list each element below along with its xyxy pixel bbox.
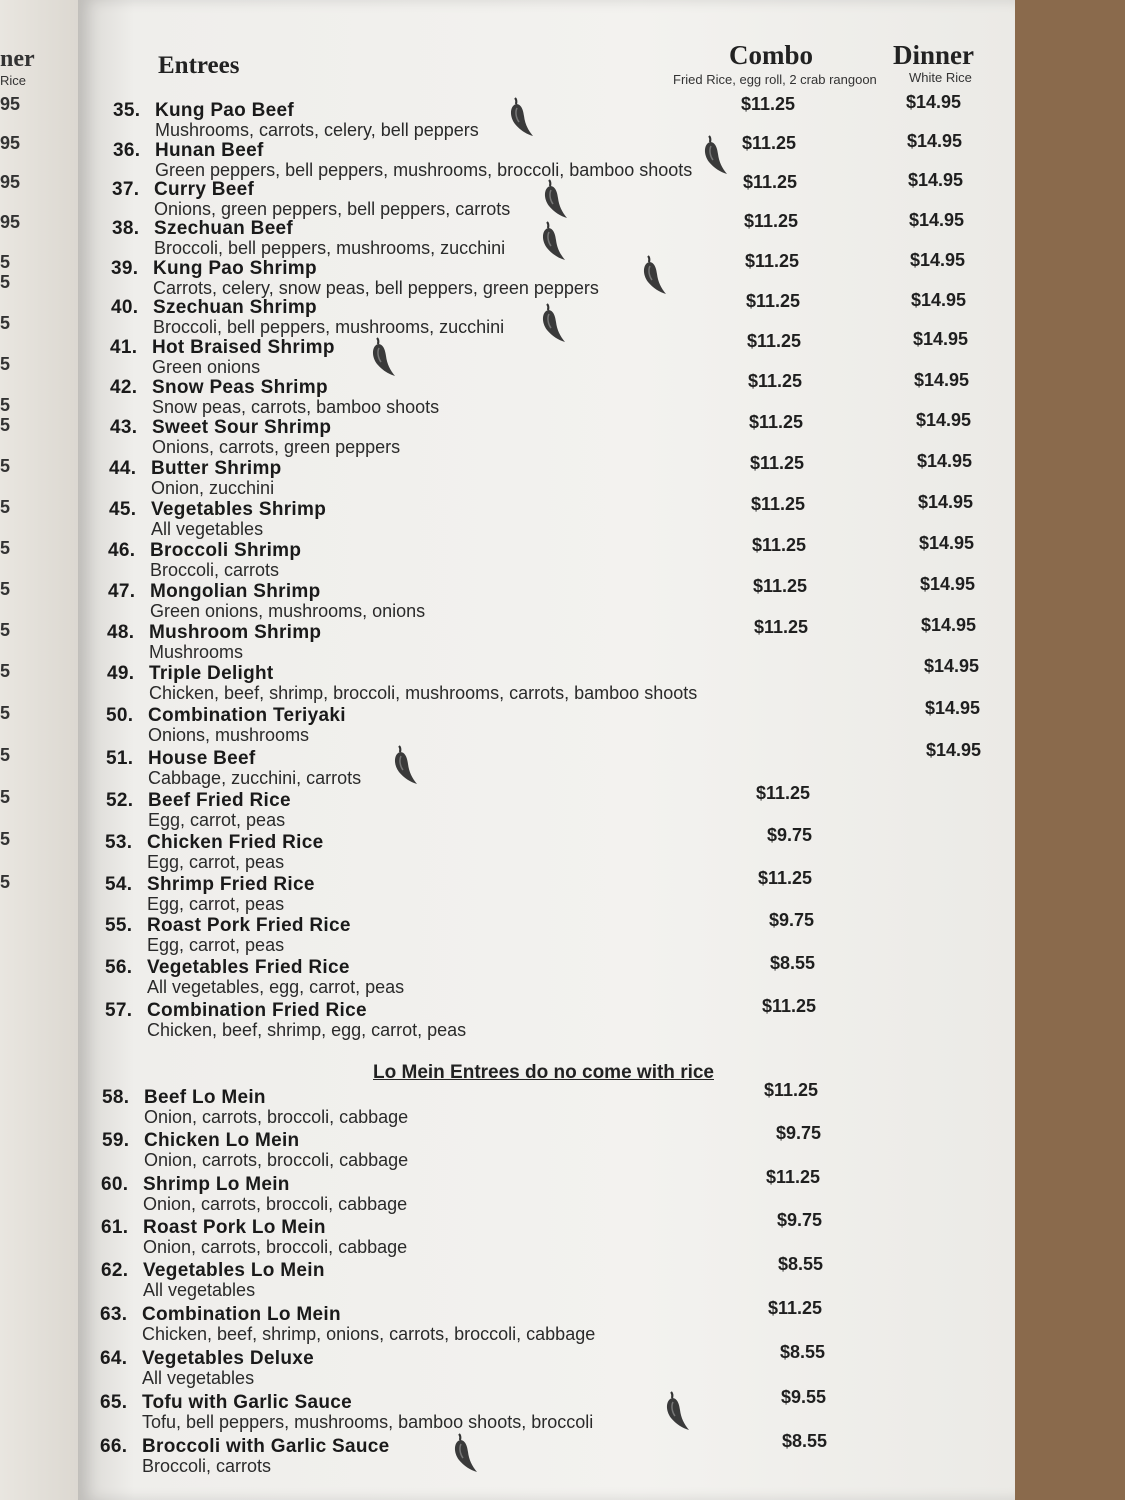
chili-pepper-icon (662, 1390, 692, 1432)
item-name: Curry Beef (154, 179, 255, 200)
menu-item-title (101, 1174, 290, 1196)
menu-item-title (101, 1260, 325, 1282)
menu-item-title (105, 1000, 367, 1022)
item-description: Onions, mushrooms (148, 725, 310, 745)
left-page-price-fragment: 5 (0, 456, 11, 476)
item-number: 60. (101, 1174, 129, 1195)
item-number: 49. (107, 663, 135, 684)
combo-price: $11.25 (742, 133, 797, 153)
menu-item-title (111, 258, 317, 280)
dinner-price: $14.95 (917, 451, 973, 471)
item-number: 63. (100, 1304, 128, 1325)
dinner-price: $14.95 (914, 370, 970, 390)
item-number: 42. (110, 377, 138, 398)
menu-item-title (108, 540, 301, 562)
item-description: Onion, carrots, broccoli, cabbage (144, 1107, 409, 1127)
item-number: 51. (106, 748, 134, 769)
left-page-price-fragment: 5 (0, 497, 11, 517)
combo-price: $11.25 (764, 1080, 819, 1100)
menu-item-title (100, 1392, 352, 1414)
item-number: 56. (105, 957, 133, 978)
item-number: 35. (113, 100, 141, 121)
item-description: Broccoli, carrots (150, 560, 280, 580)
left-page-price-fragment: 5 (0, 829, 11, 849)
combo-price: $9.75 (777, 1210, 823, 1230)
item-name: Vegetables Shrimp (151, 499, 327, 520)
chili-pepper-icon (540, 178, 570, 220)
item-description: Egg, carrot, peas (148, 810, 286, 830)
item-name: Broccoli with Garlic Sauce (142, 1436, 390, 1457)
item-number: 65. (100, 1392, 128, 1413)
item-number: 45. (109, 499, 137, 520)
item-description: Carrots, celery, snow peas, bell peppers, green peppers (153, 278, 599, 298)
item-name: Combination Fried Rice (147, 1000, 367, 1021)
item-description: Onions, carrots, green peppers (152, 437, 401, 457)
item-name: Vegetables Lo Mein (143, 1260, 325, 1281)
item-name: Chicken Fried Rice (147, 832, 324, 853)
item-name: House Beef (148, 748, 256, 769)
menu-item-title (101, 1217, 326, 1239)
item-description: Egg, carrot, peas (147, 852, 285, 872)
combo-price: $11.25 (744, 211, 799, 231)
menu-item-title (110, 417, 331, 439)
item-number: 43. (110, 417, 138, 438)
item-description: Mushrooms, carrots, celery, bell peppers (155, 120, 479, 140)
left-page-price-fragment: 5 (0, 620, 11, 640)
menu-item-title (113, 140, 264, 162)
menu-item-title (106, 790, 291, 812)
lo-mein-note: Lo Mein Entrees do no come with rice (373, 1062, 714, 1083)
item-name: Hot Braised Shrimp (152, 337, 335, 358)
item-description: Egg, carrot, peas (147, 894, 285, 914)
left-page-price-fragment: 95 (0, 133, 21, 153)
left-page-price-fragment: 5 (0, 272, 11, 292)
menu-item-title (106, 705, 346, 727)
item-description: Chicken, beef, shrimp, egg, carrot, peas (147, 1020, 467, 1040)
left-page-price-fragment: 95 (0, 212, 21, 232)
menu-item-title (105, 915, 351, 937)
item-number: 54. (105, 874, 133, 895)
dinner-price: $14.95 (909, 210, 965, 230)
combo-price: $11.25 (758, 868, 813, 888)
chili-pepper-icon (639, 254, 669, 296)
item-number: 41. (110, 337, 138, 358)
item-name: Szechuan Beef (154, 218, 294, 239)
combo-price: $11.25 (762, 996, 817, 1016)
combo-price: $11.25 (752, 535, 807, 555)
item-name: Mongolian Shrimp (150, 581, 321, 602)
chili-pepper-icon (538, 302, 568, 344)
menu-item-title (102, 1130, 299, 1152)
item-number: 50. (106, 705, 134, 726)
item-number: 62. (101, 1260, 129, 1281)
combo-price: $11.25 (748, 371, 803, 391)
left-page-fragment (0, 0, 78, 1500)
left-page-price-fragment: 5 (0, 415, 11, 435)
item-number: 47. (108, 581, 136, 602)
item-number: 46. (108, 540, 136, 561)
combo-price: $11.25 (745, 251, 800, 271)
item-name: Kung Pao Shrimp (153, 258, 317, 279)
dinner-price: $14.95 (918, 492, 974, 512)
left-page-price-fragment: 5 (0, 745, 11, 765)
item-name: Szechuan Shrimp (153, 297, 317, 318)
left-page-subheading: Rice (0, 73, 27, 88)
chili-pepper-icon (506, 96, 536, 138)
dinner-price: $14.95 (919, 533, 975, 553)
item-description: Green onions, mushrooms, onions (150, 601, 426, 621)
combo-price: $11.25 (766, 1167, 821, 1187)
menu-item-title (112, 218, 293, 240)
item-description: Broccoli, carrots (142, 1456, 272, 1476)
item-name: Sweet Sour Shrimp (152, 417, 332, 438)
menu-item-title (100, 1348, 314, 1370)
item-description: Green peppers, bell peppers, mushrooms, broccoli, bamboo shoots (155, 160, 693, 180)
left-page-price-fragment: 5 (0, 395, 11, 415)
combo-price: $11.25 (747, 331, 802, 351)
item-description: Onion, carrots, broccoli, cabbage (144, 1150, 409, 1170)
combo-price: $9.55 (781, 1387, 827, 1407)
item-description: Broccoli, bell peppers, mushrooms, zucchini (153, 317, 505, 337)
item-description: Green onions (152, 357, 261, 377)
item-name: Hunan Beef (155, 140, 264, 161)
dinner-price: $14.95 (913, 329, 969, 349)
chili-pepper-icon (538, 220, 568, 262)
chili-pepper-icon (450, 1432, 480, 1474)
menu-item-title (105, 957, 350, 979)
item-description: Chicken, beef, shrimp, onions, carrots, broccoli, cabbage (142, 1324, 596, 1344)
item-number: 40. (111, 297, 139, 318)
left-page-heading: ner (0, 46, 35, 72)
item-name: Mushroom Shrimp (149, 622, 322, 643)
dinner-price: $14.95 (911, 290, 967, 310)
item-description: All vegetables, egg, carrot, peas (147, 977, 405, 997)
item-description: Mushrooms (149, 642, 244, 662)
item-description: Broccoli, bell peppers, mushrooms, zucchini (154, 238, 506, 258)
dinner-price: $14.95 (908, 170, 964, 190)
menu-item-title (105, 874, 315, 896)
combo-price: $11.25 (756, 783, 811, 803)
item-name: Snow Peas Shrimp (152, 377, 328, 398)
menu-item-title (107, 663, 274, 685)
left-page-price-fragment: 95 (0, 172, 21, 192)
item-name: Triple Delight (149, 663, 274, 684)
item-number: 66. (100, 1436, 128, 1457)
item-name: Butter Shrimp (151, 458, 282, 479)
item-name: Vegetables Fried Rice (147, 957, 350, 978)
left-page-price-fragment: 5 (0, 787, 11, 807)
combo-price: $9.75 (767, 825, 813, 845)
dinner-price: $14.95 (907, 131, 963, 151)
item-number: 57. (105, 1000, 133, 1021)
item-description: Egg, carrot, peas (147, 935, 285, 955)
item-number: 53. (105, 832, 133, 853)
combo-price: $11.25 (750, 453, 805, 473)
chili-pepper-icon (390, 744, 420, 786)
menu-item-title (100, 1304, 341, 1326)
combo-price: $11.25 (749, 412, 804, 432)
item-name: Broccoli Shrimp (150, 540, 302, 561)
chili-pepper-icon (368, 336, 398, 378)
chili-pepper-icon (700, 134, 730, 176)
menu-item-title (105, 832, 323, 854)
item-name: Shrimp Lo Mein (143, 1174, 290, 1195)
item-description: Onion, zucchini (151, 478, 275, 498)
dinner-heading: Dinner (893, 40, 974, 70)
menu-item-title (107, 622, 321, 644)
item-name: Beef Fried Rice (148, 790, 291, 811)
dinner-price: $14.95 (926, 740, 982, 760)
combo-price: $11.25 (753, 576, 808, 596)
menu-item-title (110, 377, 328, 399)
combo-price: $9.75 (769, 910, 815, 930)
item-number: 64. (100, 1348, 128, 1369)
item-name: Kung Pao Beef (155, 100, 295, 121)
menu-item-title (109, 499, 326, 521)
item-name: Shrimp Fried Rice (147, 874, 315, 895)
left-page-price-fragment: 5 (0, 313, 11, 333)
menu-page (78, 0, 1015, 1500)
left-page-price-fragment: 5 (0, 661, 11, 681)
item-name: Tofu with Garlic Sauce (142, 1392, 353, 1413)
dinner-price: $14.95 (920, 574, 976, 594)
item-description: Cabbage, zucchini, carrots (148, 768, 362, 788)
menu-item-title (102, 1087, 266, 1109)
item-name: Combination Lo Mein (142, 1304, 341, 1325)
item-description: Onions, green peppers, bell peppers, carrots (154, 199, 511, 219)
item-description: All vegetables (142, 1368, 255, 1388)
left-page-price-fragment: 5 (0, 538, 11, 558)
item-description: All vegetables (143, 1280, 256, 1300)
item-description: Onion, carrots, broccoli, cabbage (143, 1237, 408, 1257)
dinner-price: $14.95 (924, 656, 980, 676)
left-page-price-fragment: 5 (0, 872, 11, 892)
combo-price: $8.55 (770, 953, 816, 973)
item-description: Tofu, bell peppers, mushrooms, bamboo shoots, broccoli (142, 1412, 594, 1432)
item-number: 55. (105, 915, 133, 936)
item-number: 61. (101, 1217, 129, 1238)
combo-subheading: Fried Rice, egg roll, 2 crab rangoon (673, 72, 877, 87)
menu-item-title (113, 100, 294, 122)
dinner-price: $14.95 (921, 615, 977, 635)
item-name: Chicken Lo Mein (144, 1130, 300, 1151)
menu-item-title (112, 179, 254, 201)
dinner-subheading: White Rice (909, 70, 972, 85)
item-number: 48. (107, 622, 135, 643)
left-page-price-fragment: 5 (0, 579, 11, 599)
combo-heading: Combo (729, 40, 814, 70)
dinner-price: $14.95 (906, 92, 962, 112)
item-name: Vegetables Deluxe (142, 1348, 314, 1369)
dinner-price: $14.95 (916, 410, 972, 430)
combo-price: $8.55 (778, 1254, 824, 1274)
item-name: Roast Pork Fried Rice (147, 915, 351, 936)
dinner-price: $14.95 (925, 698, 981, 718)
dinner-price: $14.95 (910, 250, 966, 270)
item-number: 52. (106, 790, 134, 811)
menu-item-title (110, 337, 335, 359)
item-number: 44. (109, 458, 137, 479)
combo-price: $11.25 (743, 172, 798, 192)
left-page-price-fragment: 95 (0, 94, 21, 114)
item-description: Onion, carrots, broccoli, cabbage (143, 1194, 408, 1214)
item-number: 58. (102, 1087, 130, 1108)
combo-price: $11.25 (768, 1298, 823, 1318)
item-number: 37. (112, 179, 140, 200)
item-description: All vegetables (151, 519, 264, 539)
menu-item-title (108, 581, 321, 603)
menu-item-title (111, 297, 317, 319)
left-page-price-fragment: 5 (0, 703, 11, 723)
item-number: 39. (111, 258, 139, 279)
combo-price: $9.75 (776, 1123, 822, 1143)
left-page-price-fragment: 5 (0, 252, 11, 272)
entrees-heading: Entrees (158, 52, 240, 79)
item-name: Roast Pork Lo Mein (143, 1217, 326, 1238)
menu-item-title (109, 458, 282, 480)
menu-item-title (106, 748, 256, 770)
item-name: Beef Lo Mein (144, 1087, 266, 1108)
item-description: Snow peas, carrots, bamboo shoots (152, 397, 440, 417)
combo-price: $8.55 (780, 1342, 826, 1362)
combo-price: $11.25 (754, 617, 809, 637)
combo-price: $11.25 (741, 94, 796, 114)
item-description: Chicken, beef, shrimp, broccoli, mushrooms, carrots, bamboo shoots (149, 683, 698, 703)
menu-item-title (100, 1436, 390, 1458)
combo-price: $11.25 (746, 291, 801, 311)
combo-price: $8.55 (782, 1431, 828, 1451)
item-number: 38. (112, 218, 140, 239)
combo-price: $11.25 (751, 494, 806, 514)
item-number: 36. (113, 140, 141, 161)
item-number: 59. (102, 1130, 130, 1151)
left-page-price-fragment: 5 (0, 354, 11, 374)
item-name: Combination Teriyaki (148, 705, 346, 726)
